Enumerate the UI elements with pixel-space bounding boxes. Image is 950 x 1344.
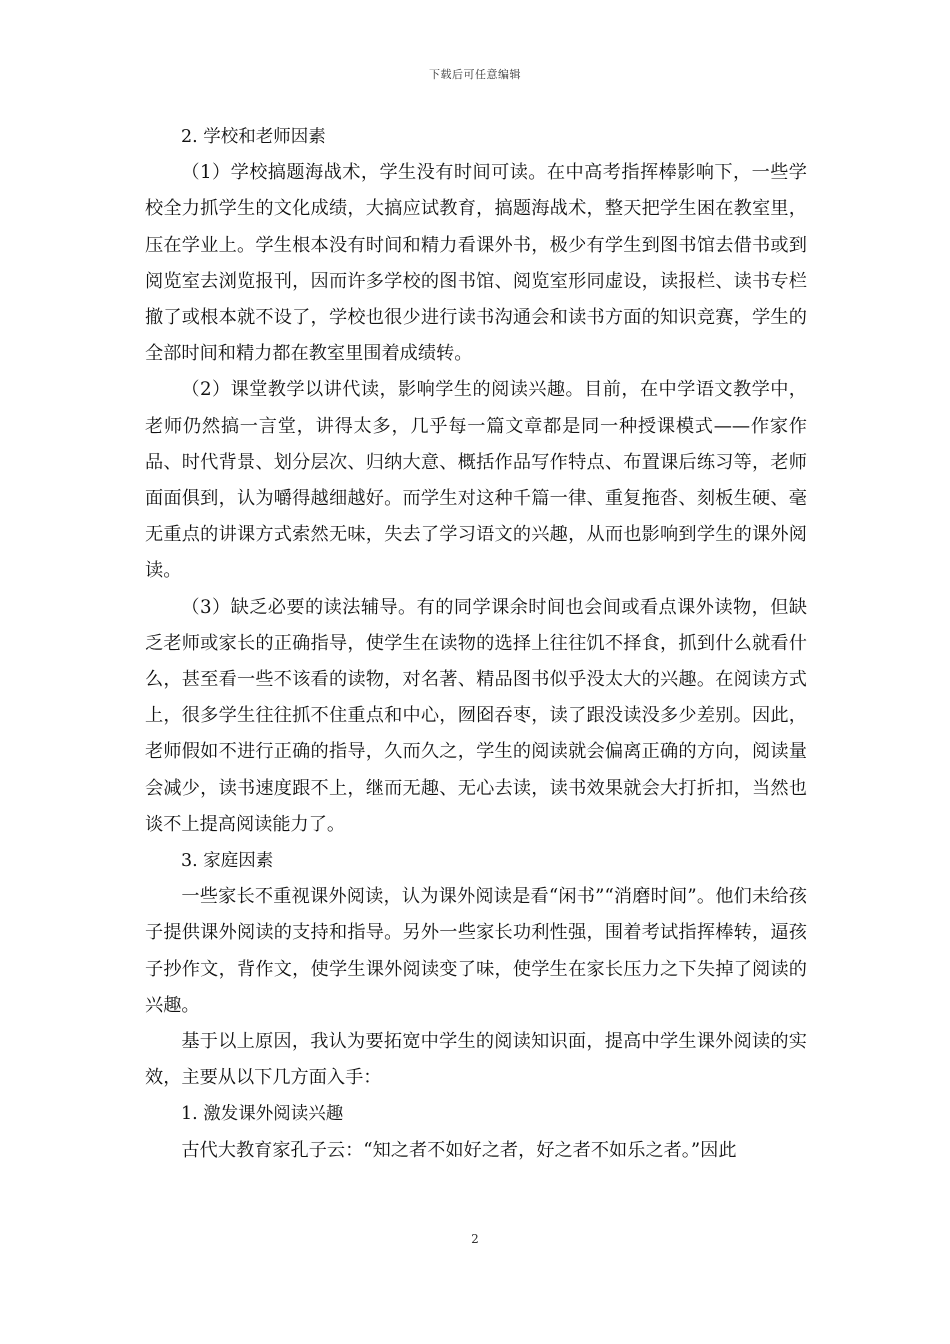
page-header: 下载后可任意编辑 — [429, 68, 521, 81]
paragraph-approach-summary: 基于以上原因，我认为要拓宽中学生的阅读知识面，提高中学生课外阅读的实效，主要从以下几方面入手： — [145, 1031, 807, 1089]
paragraph-classroom-teaching: （2）课堂教学以讲代读，影响学生的阅读兴趣。目前，在中学语文教学中，老师仍然搞一言堂，讲得太多，几乎每一篇文章都是同一种授课模式——作家作品、时代背景、划分层次、归纳大意、概括作品写作特点、布置课后练习等，老师面面俱到，认为嚼得越细越好。而学生对这种千篇一律、重复拖沓、刻板生硬、毫无重点的讲课方式索然无味，失去了学习语文的兴趣，从而也影响到学生的课外阅读。 — [145, 379, 807, 582]
paragraph-confucius-quote: 古代大教育家孔子云：“知之者不如好之者，好之者不如乐之者。”因此 — [181, 1139, 737, 1161]
paragraph-reading-guidance: （3）缺乏必要的读法辅导。有的同学课余时间也会间或看点课外读物，但缺乏老师或家长的正确指导，使学生在读物的选择上往往饥不择食，抓到什么就看什么，甚至看一些不该看的读物，对名著、精品图书似乎没太大的兴趣。在阅读方式上，很多学生往往抓不住重点和中心，囫囵吞枣，读了跟没读没多少差别。因此，老师假如不进行正确的指导，久而久之，学生的阅读就会偏离正确的方向，阅读量会减少，读书速度跟不上，继而无趣、无心去读，读书效果就会大打折扣，当然也谈不上提高阅读能力了。 — [145, 596, 807, 835]
paragraph-school-exam-tactics: （1）学校搞题海战术，学生没有时间可读。在中高考指挥棒影响下，一些学校全力抓学生的文化成绩，大搞应试教育，搞题海战术，整天把学生困在教室里，压在学业上。学生根本没有时间和精力看课外书，极少有学生到图书馆去借书或到阅览室去浏览报刊，因而许多学校的图书馆、阅览室形同虚设，读报栏、读书专栏撤了或根本就不设了，学校也很少进行读书沟通会和读书方面的知识竞赛，学生的全部时间和精力都在教室里围着成绩转。 — [145, 162, 807, 365]
document-body — [145, 119, 807, 1169]
section-heading-family: 3. 家庭因素 — [181, 851, 274, 872]
page-number: 2 — [471, 1232, 479, 1246]
section-heading-school-teacher: 2. 学校和老师因素 — [181, 127, 326, 147]
paragraph-family-factors: 一些家长不重视课外阅读，认为课外阅读是看“闲书”“消磨时间”。他们未给孩子提供课外阅读的支持和指导。另外一些家长功利性强，围着考试指挥棒转，逼孩子抄作文，背作文，使学生课外阅读变了味，使学生在家长压力之下失掉了阅读的兴趣。 — [145, 886, 807, 1016]
section-heading-reading-interest: 1. 激发课外阅读兴趣 — [181, 1104, 344, 1125]
